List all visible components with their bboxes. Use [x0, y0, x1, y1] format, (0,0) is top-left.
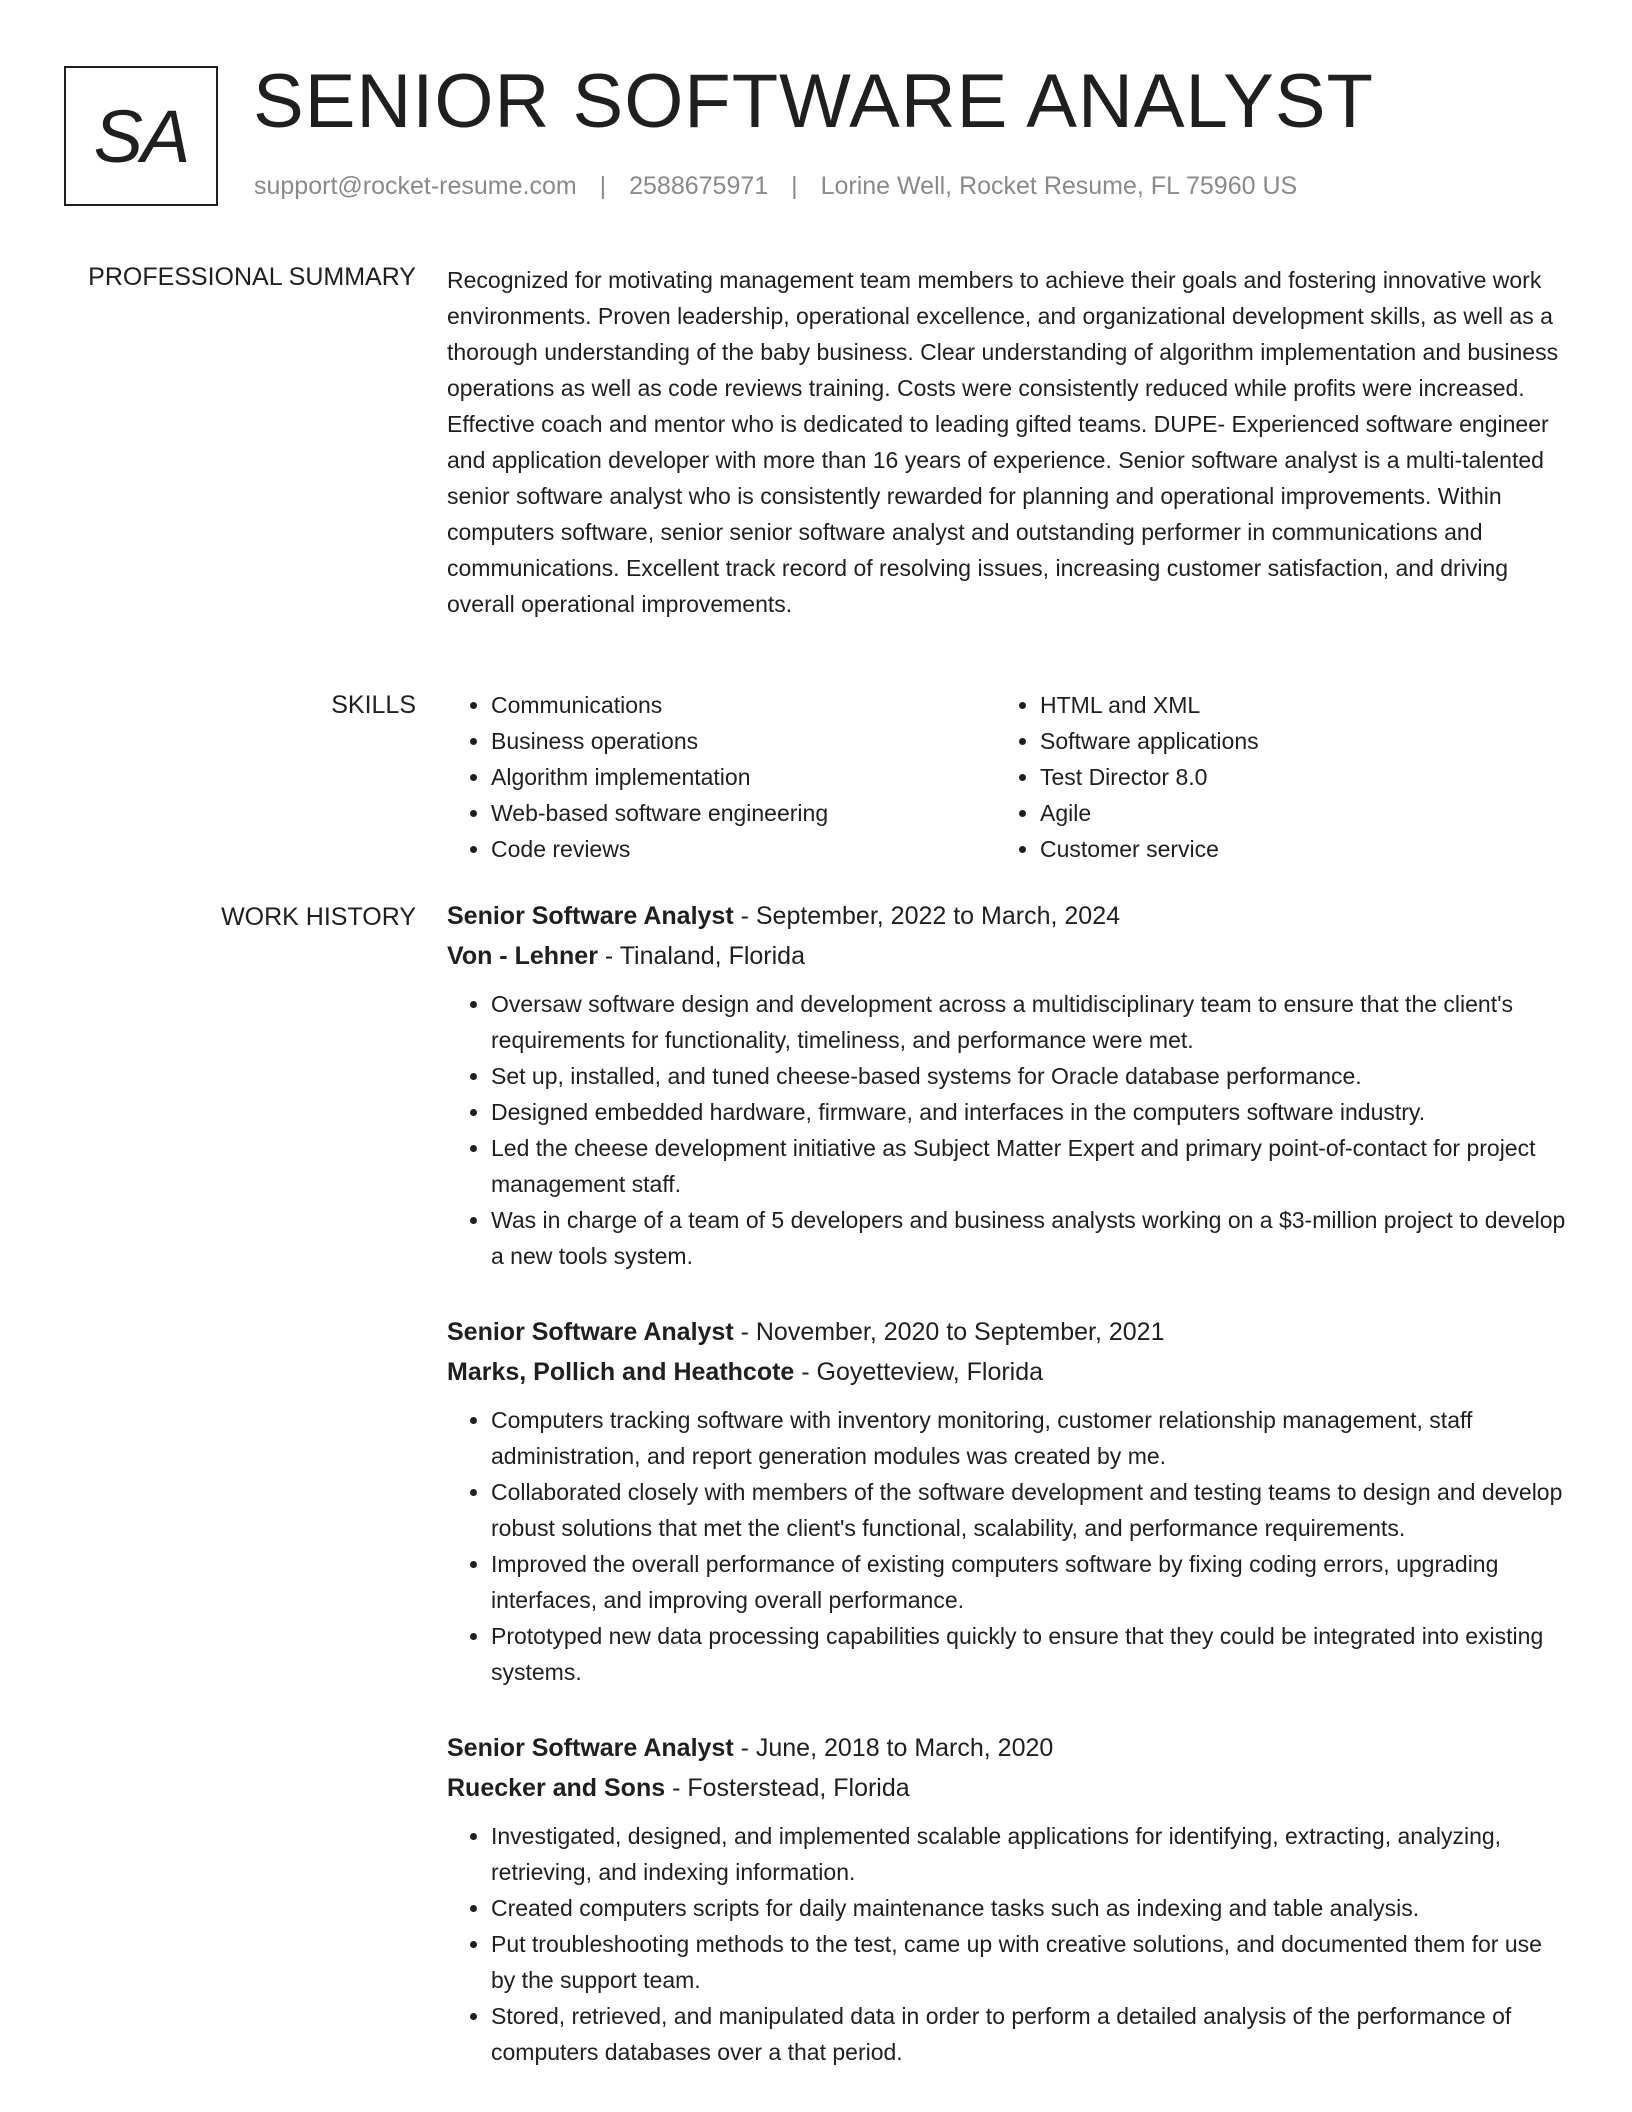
job-title-line [447, 1728, 1567, 1768]
job-title: Senior Software Analyst [447, 1318, 734, 1346]
job-company-line [447, 1352, 1567, 1392]
job-bullet: • Investigated, designed, and implemented scalable applications for identifying, extracting, analyzing, retrieving, and indexing information. [491, 1818, 1567, 1890]
job-bullet: • Led the cheese development initiative as Subject Matter Expert and primary point-of-contact for project management staff. [491, 1130, 1567, 1202]
skill-item: • Web-based software engineering [491, 795, 996, 831]
job-bullets [447, 986, 1567, 1274]
monogram-box [64, 66, 218, 206]
job-location: - Goyetteview, Florida [794, 1358, 1044, 1386]
skill-item: • Communications [491, 687, 996, 723]
skill-item: • Business operations [491, 723, 996, 759]
job-title-line [447, 896, 1567, 936]
job-bullet: • Prototyped new data processing capabilities quickly to ensure that they could be integrated into existing systems. [491, 1618, 1567, 1690]
job-location: - Tinaland, Florida [597, 942, 805, 970]
job-title: Senior Software Analyst [447, 1734, 734, 1762]
skill-item: • Agile [1040, 795, 1540, 831]
job-bullet: • Improved the overall performance of existing computers software by fixing coding errors, upgrading interfaces, and improving overall performance. [491, 1546, 1567, 1618]
work-label: WORK HISTORY [221, 903, 416, 931]
job-entry [447, 896, 1567, 1274]
job-title-line [447, 1312, 1567, 1352]
contact-separator: | [791, 172, 798, 200]
job-bullets [447, 1818, 1567, 2070]
job-entry [447, 1312, 1567, 1690]
job-bullet: • Put troubleshooting methods to the test, came up with creative solutions, and documented them for use by the support team. [491, 1926, 1567, 1998]
skills-list-left [447, 687, 996, 867]
contact-phone: 2588675971 [629, 172, 769, 200]
skill-item: • Algorithm implementation [491, 759, 996, 795]
job-title: Senior Software Analyst [447, 902, 734, 930]
contact-address: Lorine Well, Rocket Resume, FL 75960 US [820, 172, 1298, 200]
contact-line [254, 172, 1297, 201]
job-company-line [447, 1768, 1567, 1808]
monogram-initials: SA [93, 94, 189, 178]
job-bullet: • Computers tracking software with inventory monitoring, customer relationship management, staff administration, and report generation modules was created by me. [491, 1402, 1567, 1474]
job-bullet: • Stored, retrieved, and manipulated data in order to perform a detailed analysis of the performance of computers databases over a that period. [491, 1998, 1567, 2070]
skill-item: • Code reviews [491, 831, 996, 867]
skills-label: SKILLS [331, 691, 416, 719]
skills-columns [447, 687, 1567, 867]
job-dates: - September, 2022 to March, 2024 [733, 902, 1120, 930]
job-entry [447, 1728, 1567, 2070]
summary-label: PROFESSIONAL SUMMARY [88, 263, 416, 291]
job-company: Marks, Pollich and Heathcote [447, 1358, 795, 1386]
skills-list-right [996, 687, 1540, 867]
skill-item: • Customer service [1040, 831, 1540, 867]
job-bullets [447, 1402, 1567, 1690]
job-company-line [447, 936, 1567, 976]
job-bullet: • Designed embedded hardware, firmware, and interfaces in the computers software industry. [491, 1094, 1567, 1130]
skill-item: • Software applications [1040, 723, 1540, 759]
job-bullet: • Set up, installed, and tuned cheese-based systems for Oracle database performance. [491, 1058, 1567, 1094]
contact-separator: | [599, 172, 607, 200]
skill-item: • Test Director 8.0 [1040, 759, 1540, 795]
contact-email: support@rocket-resume.com [254, 172, 577, 200]
job-bullet: • Collaborated closely with members of the software development and testing teams to design and develop robust solutions that met the client's functional, scalability, and performance requirements. [491, 1474, 1567, 1546]
skill-item: • HTML and XML [1040, 687, 1540, 723]
job-bullet: • Created computers scripts for daily maintenance tasks such as indexing and table analysis. [491, 1890, 1567, 1926]
page-title: SENIOR SOFTWARE ANALYST [253, 59, 1374, 144]
job-company: Ruecker and Sons [447, 1774, 666, 1802]
job-dates: - November, 2020 to September, 2021 [733, 1318, 1165, 1346]
summary-text: Recognized for motivating management team members to achieve their goals and fostering innovative work environments. Proven leadership, operational excellence, and organizational development skills, as well as a thorough understanding of the baby business. Clear understanding of algorithm implementation and business operations as well as code reviews training. Costs were consistently reduced while profits were increased. Effective coach and mentor who is dedicated to leading gifted teams. DUPE- Experienced software engineer and application developer with more than 16 years of experience. Senior software analyst is a multi-talented senior software analyst who is consistently rewarded for planning and operational improvements. Within computers software, senior senior software analyst and outstanding performer in communications and communications. Excellent track record of resolving issues, increasing customer satisfaction, and driving overall operational improvements. [447, 267, 1559, 617]
job-dates: - June, 2018 to March, 2020 [733, 1734, 1054, 1762]
job-company: Von - Lehner [447, 942, 598, 970]
job-location: - Fosterstead, Florida [665, 1774, 910, 1802]
job-bullet: • Was in charge of a team of 5 developers and business analysts working on a $3-million project to develop a new tools system. [491, 1202, 1567, 1274]
job-bullet: • Oversaw software design and development across a multidisciplinary team to ensure that the client's requirements for functionality, timeliness, and performance were met. [491, 986, 1567, 1058]
